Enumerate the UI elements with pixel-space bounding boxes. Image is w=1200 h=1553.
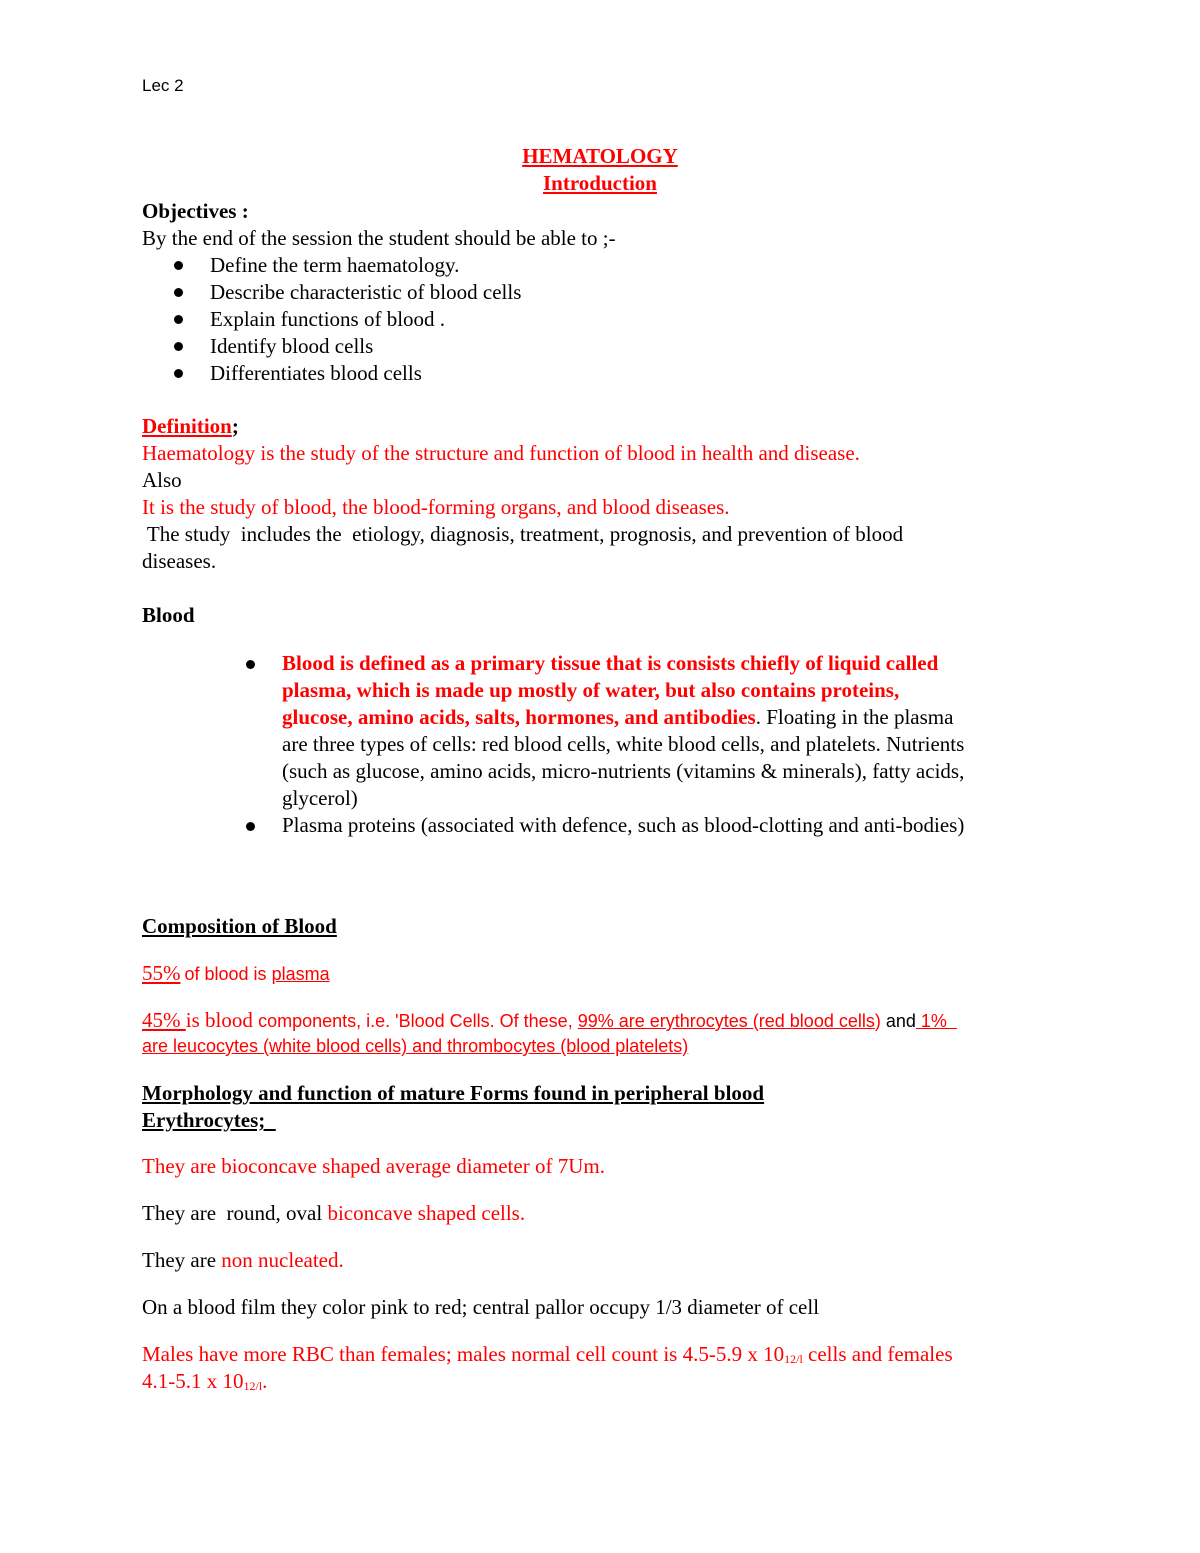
- objectives-heading: Objectives :: [142, 199, 249, 223]
- definition-line-3: The study includes the etiology, diagnosis, treatment, prognosis, and prevention of blood: [142, 522, 904, 546]
- list-item: Describe characteristic of blood cells: [174, 279, 521, 306]
- morphology-line-2: They are round, oval biconcave shaped cells.: [142, 1201, 526, 1225]
- blood-heading: Blood: [142, 603, 195, 627]
- objectives-list: [174, 252, 521, 387]
- morphology-line-1: They are bioconcave shaped average diameter of 7Um.: [142, 1154, 605, 1178]
- definition-heading-suffix: ;: [231, 414, 239, 438]
- definition-heading-text: Definition: [142, 414, 232, 438]
- erythrocytes-heading: Erythrocytes;: [142, 1108, 276, 1132]
- list-item: Differentiates blood cells: [174, 360, 521, 387]
- list-item: Identify blood cells: [174, 333, 521, 360]
- composition-cells: 45% is blood components, i.e. 'Blood Cells. Of these, 99% are erythrocytes (red blood cells) and 1%: [142, 1008, 957, 1032]
- definition-also: Also: [142, 468, 182, 492]
- objectives-lead: By the end of the session the student should be able to ;-: [142, 226, 616, 250]
- blood-list: [246, 650, 1066, 839]
- composition-heading: Composition of Blood: [142, 914, 337, 938]
- list-item: Plasma proteins (associated with defence, such as blood-clotting and anti-bodies): [246, 812, 1066, 839]
- definition-line-1: Haematology is the study of the structure and function of blood in health and disease.: [142, 441, 860, 465]
- bullet-icon: [174, 261, 183, 270]
- definition-heading: [142, 414, 239, 439]
- definition-line-3b: diseases.: [142, 549, 217, 573]
- composition-plasma: 55% of blood is plasma: [142, 961, 330, 985]
- morphology-heading: Morphology and function of mature Forms found in peripheral blood: [142, 1081, 765, 1105]
- definition-line-2: It is the study of blood, the blood-forming organs, and blood diseases.: [142, 495, 730, 519]
- page-title: HEMATOLOGY: [522, 144, 678, 168]
- bullet-icon: [174, 315, 183, 324]
- morphology-line-4: On a blood film they color pink to red; central pallor occupy 1/3 diameter of cell: [142, 1295, 820, 1319]
- bullet-icon: [174, 288, 183, 297]
- bullet-icon: [174, 342, 183, 351]
- bullet-icon: [246, 660, 255, 669]
- morphology-line-5: Males have more RBC than females; males normal cell count is 4.5-5.9 x $10_{12/l}$ cells and females: [142, 1342, 953, 1366]
- bullet-icon: [246, 822, 255, 831]
- composition-cells-line-2: are leucocytes (white blood cells) and thrombocytes (blood platelets): [142, 1036, 689, 1056]
- lecture-label: Lec 2: [142, 76, 184, 95]
- list-item: Explain functions of blood .: [174, 306, 521, 333]
- bullet-icon: [174, 369, 183, 378]
- list-item: Define the term haematology.: [174, 252, 521, 279]
- morphology-line-6: 4.1-5.1 x $10_{12/l}$.: [142, 1369, 268, 1393]
- list-item: Blood is defined as a primary tissue that is consists chiefly of liquid called plasma, which is made up mostly of water, but also contains proteins, glucose, amino acids, salts, hormones, and antibodies. Floating in the plasma are three types of cells: red blood cells, white blood cells, and platelets. Nutrients (such as glucose, amino acids, micro-nutrients (vitamins & minerals), fatty acids, glycerol): [246, 650, 1066, 812]
- page-subtitle: Introduction: [543, 171, 657, 195]
- morphology-line-3: They are non nucleated.: [142, 1248, 344, 1272]
